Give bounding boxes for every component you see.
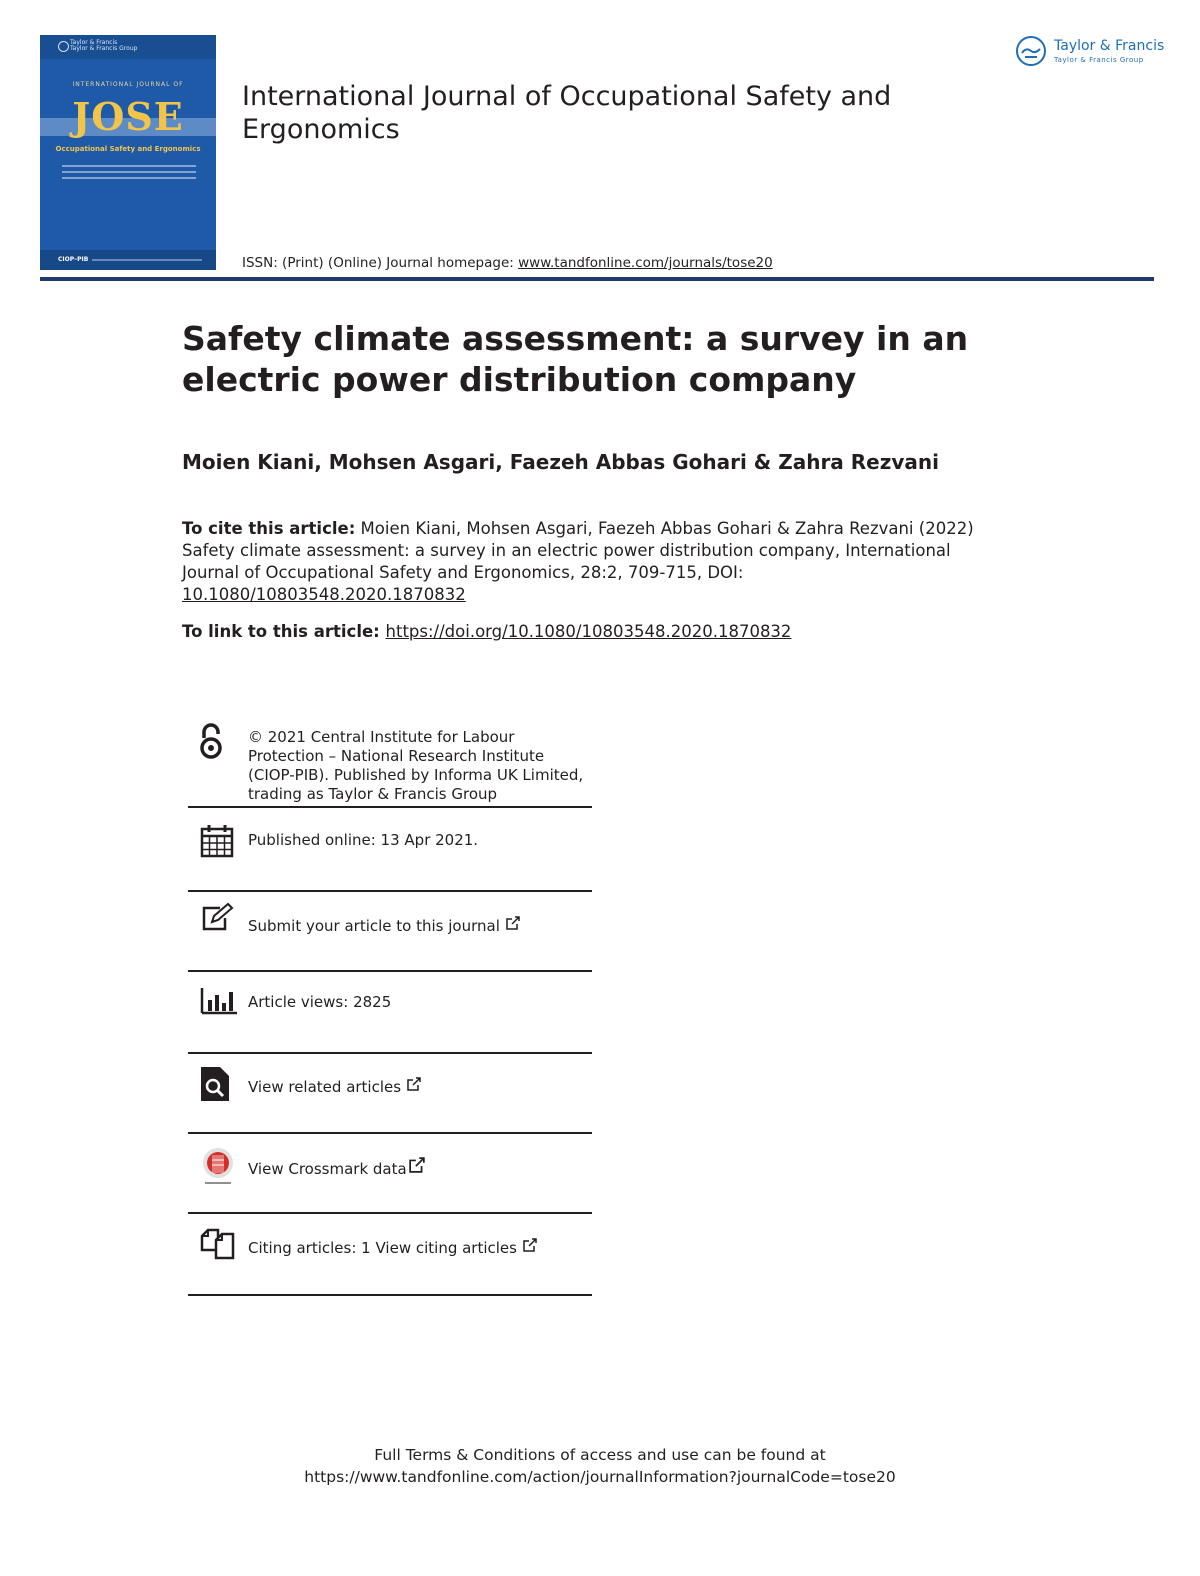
doi-link[interactable]: 10.1080/10803548.2020.1870832 xyxy=(182,585,466,604)
article-title: Safety climate assessment: a survey in an electric power distribution company xyxy=(182,319,969,399)
cite-text: Moien Kiani, Mohsen Asgari, Faezeh Abbas Gohari & Zahra Rezvani (2022) Safety climate assessment: a survey in an electric power distribution company, International Journal of Occupational Safety and Ergonomics, 28:2, 709-715, DOI: xyxy=(182,519,974,582)
published-text: Published online: 13 Apr 2021. xyxy=(248,831,479,849)
submit-text: Submit your article to this journal xyxy=(248,917,500,935)
article-url-link[interactable]: https://doi.org/10.1080/10803548.2020.1870832 xyxy=(385,622,792,641)
external-link-icon xyxy=(409,1157,425,1178)
citing-row[interactable] xyxy=(188,1212,592,1296)
citation-block xyxy=(182,518,1002,606)
journal-title: International Journal of Occupational Safety and Ergonomics xyxy=(242,81,892,145)
cover-publisher-mark: Taylor & Francis Taylor & Francis Group xyxy=(70,39,138,52)
publisher-group: Taylor & Francis Group xyxy=(1054,56,1144,64)
related-text: View related articles xyxy=(248,1078,402,1096)
tf-wave-icon xyxy=(1016,36,1046,66)
cite-label: To cite this article: xyxy=(182,519,356,538)
bar-chart-icon xyxy=(200,986,238,1020)
external-link-icon xyxy=(407,1077,421,1096)
terms-line: Full Terms & Conditions of access and use can be found at xyxy=(374,1446,826,1464)
external-link-icon xyxy=(506,916,520,935)
views-row xyxy=(188,970,592,1054)
published-row xyxy=(188,808,592,892)
copyright-text: © 2021 Central Institute for Labour Protection – National Research Institute (CIOP-PIB). Published by Informa UK Limited, trading as Taylor & Francis Group xyxy=(248,728,584,803)
edit-icon xyxy=(200,902,234,936)
related-row[interactable] xyxy=(188,1052,592,1134)
crossmark-text: View Crossmark data xyxy=(248,1160,407,1178)
external-link-icon xyxy=(523,1238,537,1257)
crossmark-row[interactable] xyxy=(188,1132,592,1214)
cover-subtitle: Occupational Safety and Ergonomics xyxy=(55,145,201,153)
issn-prefix: ISSN: (Print) (Online) Journal homepage: xyxy=(242,255,519,271)
link-label: To link to this article: xyxy=(182,622,386,641)
publisher-name: Taylor & Francis xyxy=(1054,38,1165,54)
terms-url[interactable]: https://www.tandfonline.com/action/journalInformation?journalCode=tose20 xyxy=(304,1468,896,1486)
cover-journal-caps: INTERNATIONAL JOURNAL OF xyxy=(72,81,184,88)
citing-text: Citing articles: 1 View citing articles xyxy=(248,1239,517,1257)
cover-abbrev: JOSE xyxy=(72,94,184,139)
search-document-icon xyxy=(200,1066,230,1106)
crossmark-icon xyxy=(200,1146,236,1190)
taylor-francis-logo xyxy=(1016,36,1165,72)
terms-footer xyxy=(0,1444,1200,1488)
views-text: Article views: 2825 xyxy=(248,993,392,1011)
journal-homepage-link[interactable]: www.tandfonline.com/journals/tose20 xyxy=(518,255,773,271)
issn-line xyxy=(242,255,773,271)
publisher-logo-icon xyxy=(58,41,69,52)
citing-articles-icon xyxy=(200,1228,236,1264)
journal-cover xyxy=(40,35,216,270)
link-block xyxy=(182,622,791,641)
header-divider xyxy=(40,277,1154,281)
article-authors: Moien Kiani, Mohsen Asgari, Faezeh Abbas Gohari & Zahra Rezvani xyxy=(182,450,939,474)
cover-org: CIOP–PIB xyxy=(58,256,89,263)
submit-row[interactable] xyxy=(188,890,592,972)
copyright-row xyxy=(188,716,592,808)
calendar-icon xyxy=(200,824,234,862)
open-access-icon xyxy=(198,722,224,764)
